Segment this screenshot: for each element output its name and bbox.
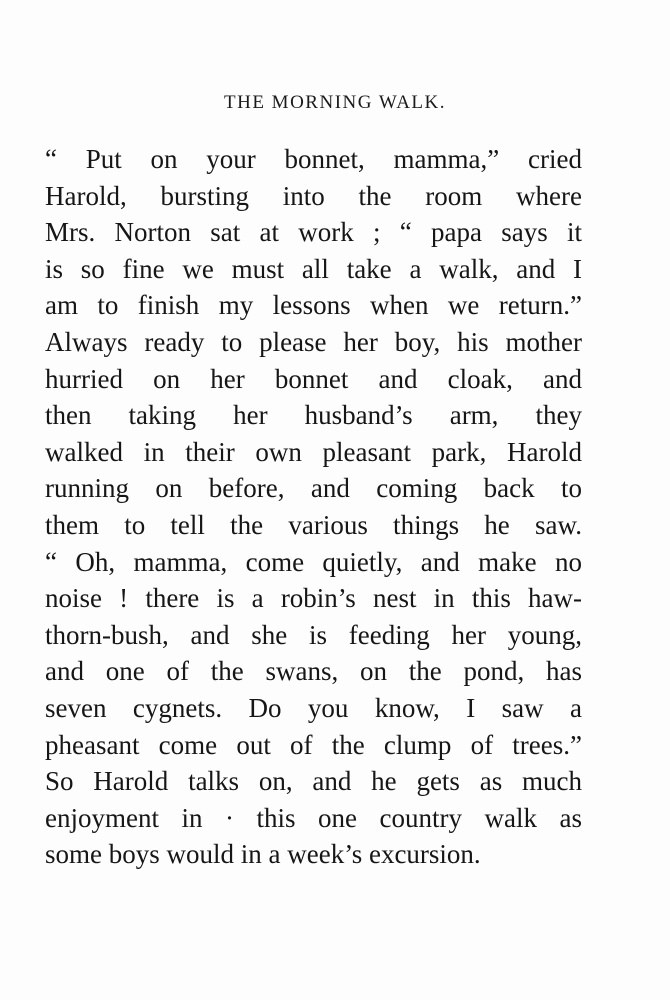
text-line: Mrs. Norton sat at work ; “ papa says it	[45, 217, 582, 248]
text-line: then taking her husband’s arm, they	[45, 400, 582, 431]
text-line: Always ready to please her boy, his mother	[45, 326, 582, 357]
text-line: is so fine we must all take a walk, and I	[45, 253, 582, 284]
text-line: “ Put on your bonnet, mamma,” cried	[45, 144, 582, 174]
text-line: hurried on her bonnet and cloak, and	[45, 363, 582, 394]
text-line: running on before, and coming back to	[45, 473, 582, 504]
text-line: thorn-bush, and she is feeding her young,	[45, 619, 582, 650]
text-line: seven cygnets. Do you know, I saw a	[45, 692, 582, 723]
text-line: and one of the swans, on the pond, has	[45, 656, 582, 687]
page-heading: THE MORNING WALK.	[224, 92, 446, 113]
text-line: am to finish my lessons when we return.”	[45, 290, 582, 321]
text-line: “ Oh, mamma, come quietly, and make no	[45, 546, 582, 577]
text-line: So Harold talks on, and he gets as much	[45, 766, 582, 797]
text-line: enjoyment in · this one country walk as	[45, 802, 582, 833]
story-text	[45, 141, 582, 873]
text-line: noise ! there is a robin’s nest in this haw-	[45, 583, 582, 614]
text-line: pheasant come out of the clump of trees.”	[45, 729, 582, 760]
text-line: some boys would in a week’s excursion.	[45, 839, 481, 870]
text-line: Harold, bursting into the room where	[45, 180, 582, 211]
text-line: them to tell the various things he saw.	[45, 509, 582, 540]
text-line: walked in their own pleasant park, Harold	[45, 436, 582, 467]
